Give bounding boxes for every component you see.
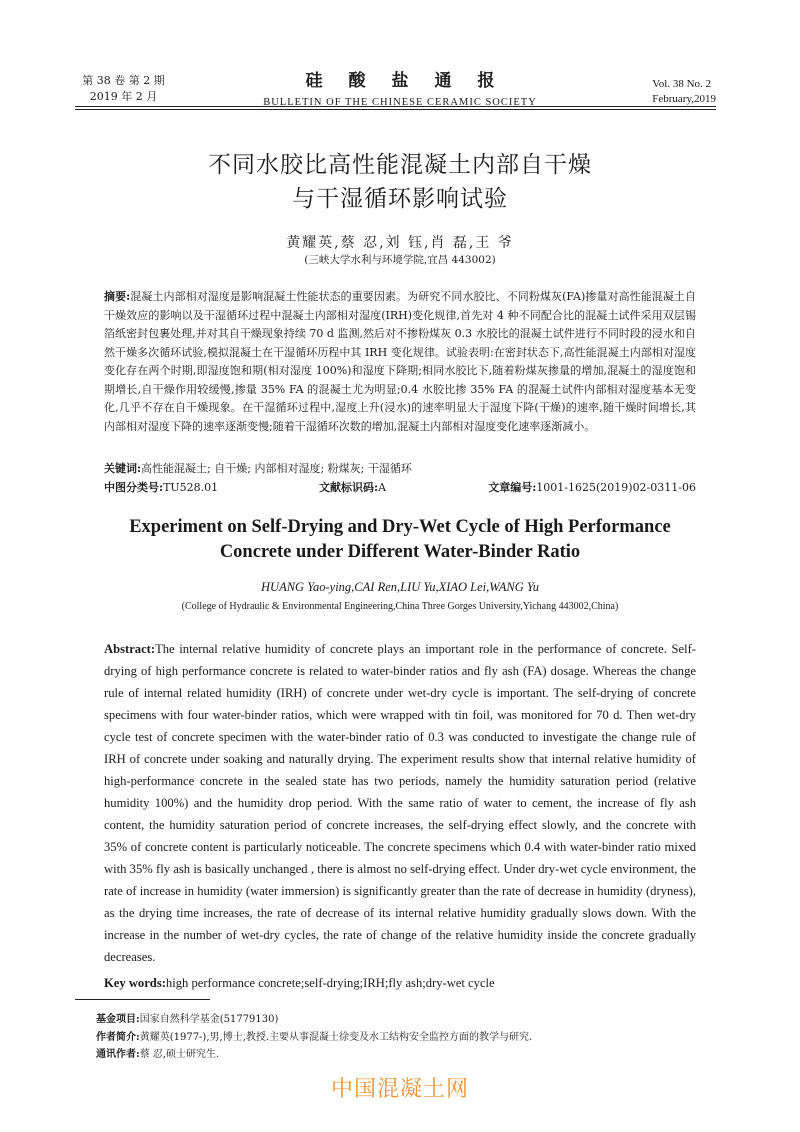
clc-label: 中图分类号:	[104, 481, 164, 494]
title-cn-line2: 与干湿循环影响试验	[292, 186, 508, 212]
keywords-en-text: high performance concrete;self-drying;IRH;fly ash;dry-wet cycle	[165, 976, 495, 990]
title-en-line1: Experiment on Self-Drying and Dry-Wet Cycle of High Performance	[129, 517, 671, 537]
journal-masthead	[220, 66, 580, 108]
doc-label: 文献标识码:	[319, 481, 379, 494]
article-label: 文章编号:	[488, 481, 537, 494]
paper-title-en	[0, 515, 800, 565]
author-text: 黄耀英(1977-),男,博士,教授.主要从事混凝土徐变及水工结构安全监控方面的教学与研究.	[139, 1031, 533, 1043]
title-en-line2: Concrete under Different Water-Binder Ratio	[219, 542, 581, 562]
fund-text: 国家自然科学基金(51779130)	[139, 1014, 279, 1025]
date-cn: 2019 年 2 月	[89, 90, 158, 103]
doc-code	[319, 479, 386, 495]
affiliation-en: (College of Hydraulic & Environmental Engineering,China Three Gorges University,Yichang 443002,China)	[181, 601, 619, 612]
abstract-en-text: The internal relative humidity of concrete plays an important role in the performance of concrete. Self-drying of high performance concrete is related to water-binder ratios and fly ash (FA) dosage. Whereas the change rule of internal related humidity (IRH) of concrete under wet-dry cycle is important. The self-drying of concrete specimens with four water-binder ratios, which were wrapped with tin foil, was monitored for 70 d. Then wet-dry cycle test of concrete specimen with the water-binder ratio of 0.3 was conducted to investigate the change rule of IRH of concrete under soaking and naturally drying. The experiment results show that internal relative humidity of high-performance concrete in the sealed state has two periods, namely the humidity saturation period (relative humidity 100%) and the humidity drop period. With the same ratio of water to cement, the increase of fly ash content, the humidity saturation period of concrete increases, the self-drying effect slowly, and the concrete with 35% of concrete content is particularly noticeable. The concrete specimens which 0.4 with water-binder ratio mixed with 35% fly ash is basically unchanged , there is almost no self-drying effect. Under dry-wet cycle environment, the rate of increase in humidity (water immersion) is significantly greater than the rate of decrease in humidity (dryness), as the drying time increases, the rate of decrease of its internal relative humidity gradually slows down. With the increase in the number of wet-dry cycles, the rate of change of the relative humidity inside the concrete gradually decreases.	[104, 642, 696, 964]
title-cn-line1: 不同水胶比高性能混凝土内部自干燥	[208, 152, 592, 178]
article-value: 1001-1625(2019)02-0311-06	[536, 481, 696, 494]
author-note	[96, 1029, 532, 1047]
footnote-rule	[75, 999, 210, 1000]
abstract-en	[104, 638, 696, 968]
keywords-cn-label: 关键词:	[104, 462, 142, 475]
footnotes	[96, 1011, 532, 1064]
abstract-en-label: Abstract:	[104, 642, 156, 656]
header-rule-thick	[75, 106, 716, 107]
authors-en: HUANG Yao-ying,CAI Ren,LIU Yu,XIAO Lei,WANG Yu	[261, 580, 539, 594]
fund-label: 基金项目:	[96, 1014, 140, 1025]
journal-name-cn: 硅酸盐通报	[305, 71, 521, 91]
keywords-en	[104, 976, 495, 991]
volume-en: Vol. 38 No. 2	[652, 78, 712, 90]
abstract-cn	[104, 288, 696, 436]
keywords-cn	[104, 460, 696, 476]
abstract-cn-text: 混凝土内部相对湿度是影响混凝土性能状态的重要因素。为研究不同水胶比、不同粉煤灰(FA)掺量对高性能混凝土自干燥效应的影响以及干湿循环过程中混凝土内部相对湿度(IRH)变化规律,首先对 4 种不同配合比的混凝土试件采用双层锡箔纸密封包裹处理,并对其自干燥现象持续 70 d 监测,然后对不掺粉煤灰 0.3 水胶比的混凝土试件进行不同时段的浸水和自然干燥多次循环试验,模拟混凝土在干湿循环历程中其 IRH 变化规律。试验表明:在密封状态下,高性能混凝土内部相对湿度变化存在两个时期,即湿度饱和期(相对湿度 100%)和湿度下降期;相同水胶比下,随着粉煤灰掺量的增加,混凝土的湿度饱和期增长,自干燥作用较缓慢,掺量 35% FA 的混凝土尤为明显;0.4 水胶比掺 35% FA 的混凝土试件内部相对湿度基本无变化,几乎不存在自干燥现象。在干湿循环过程中,湿度上升(浸水)的速率明显大于湿度下降(干燥)的速率,随干燥时间增长,其内部相对湿度下降的速率逐渐变慢;随着干湿循环次数的增加,混凝土内部相对湿度变化速率逐渐减小。	[104, 290, 697, 433]
affiliation-cn: (三峡大学水利与环境学院,宜昌 443002)	[304, 254, 496, 266]
watermark-logo: 中国混凝土网	[330, 1077, 469, 1102]
volume-cn: 第 38 卷 第 2 期	[82, 74, 165, 87]
article-number	[488, 479, 696, 495]
abstract-cn-label: 摘要:	[104, 290, 131, 303]
corresponding-note	[96, 1046, 532, 1064]
keywords-cn-text: 高性能混凝土; 自干燥; 内部相对湿度; 粉煤灰; 干湿循环	[141, 462, 412, 475]
header-rule-thin	[75, 109, 716, 110]
clc-code	[104, 479, 218, 495]
header-issue-en	[652, 77, 716, 107]
corr-label: 通讯作者:	[96, 1049, 140, 1060]
authors-cn: 黄耀英,蔡 忍,刘 钰,肖 磊,王 爷	[286, 235, 514, 251]
clc-value: TU528.01	[163, 481, 219, 494]
doc-value: A	[378, 481, 387, 494]
keywords-en-label: Key words:	[104, 976, 166, 990]
author-label: 作者简介:	[96, 1031, 140, 1043]
header-issue-cn	[76, 73, 171, 105]
paper-title-cn	[0, 148, 800, 216]
fund-note	[96, 1011, 532, 1029]
journal-name-en: BULLETIN OF THE CHINESE CERAMIC SOCIETY	[263, 97, 537, 108]
corr-text: 蔡 忍,硕士研究生.	[139, 1049, 220, 1060]
date-en: February,2019	[652, 93, 716, 105]
